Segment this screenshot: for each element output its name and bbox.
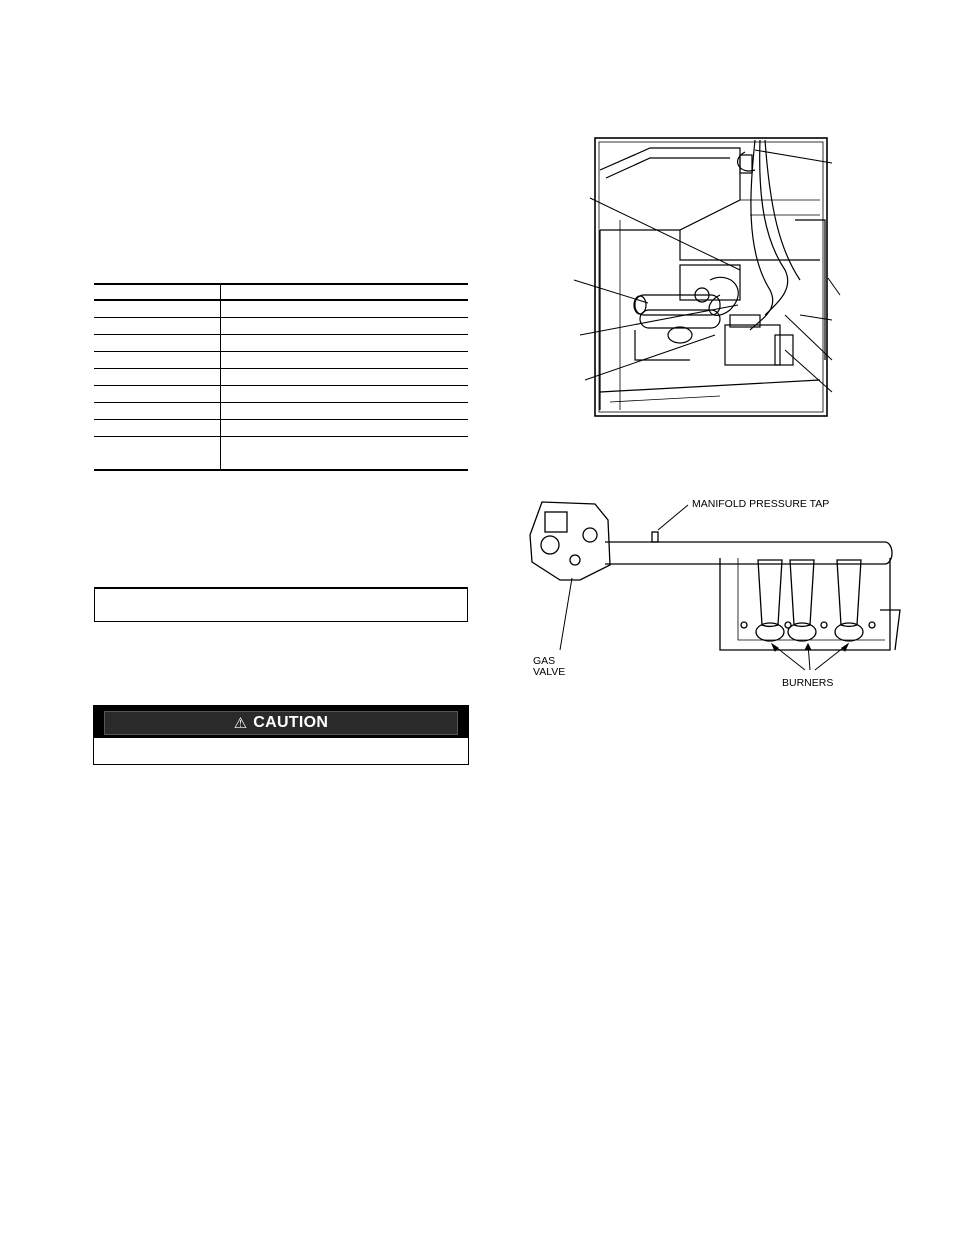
burner-1	[758, 560, 782, 626]
warning-triangle-icon: ⚠	[233, 714, 248, 732]
cabinet-top-panel	[600, 148, 740, 230]
note-box-top-rule	[94, 587, 468, 589]
arrow-head	[805, 644, 811, 650]
manifold-pressure-tap-label: MANIFOLD PRESSURE TAP	[692, 498, 830, 510]
wire-harness-2	[760, 140, 788, 315]
table-header-rule	[94, 299, 468, 301]
table-row	[94, 368, 468, 369]
gas-valve-block	[725, 325, 780, 365]
table-row	[94, 385, 468, 386]
leader-line	[585, 335, 715, 380]
leader-line	[560, 578, 572, 650]
tray-screw	[785, 622, 791, 628]
pipe-elbow	[668, 327, 692, 343]
wire-harness-3	[765, 140, 800, 280]
gas-pipe	[635, 330, 690, 360]
gas-valve-port	[570, 555, 580, 565]
burner-tray	[720, 558, 890, 650]
caution-banner	[94, 706, 468, 738]
burner-3-port	[835, 623, 863, 641]
table-column-divider	[220, 283, 221, 471]
table-row	[94, 402, 468, 403]
gas-valve-label-line2: VALVE	[533, 666, 566, 678]
burner-assembly-figure	[520, 490, 920, 700]
caution-title: CAUTION	[253, 714, 329, 731]
cabinet-shelf	[680, 230, 820, 260]
pressure-tap	[652, 532, 658, 542]
leader-line	[590, 198, 740, 270]
burner-2	[790, 560, 814, 626]
burner-tube	[640, 310, 720, 328]
tray-screw	[821, 622, 827, 628]
leader-line	[658, 505, 688, 530]
note-box	[94, 587, 468, 622]
gas-valve-regulator	[583, 528, 597, 542]
table-row	[94, 436, 468, 437]
table-top-rule	[94, 283, 468, 285]
figure-inner-frame	[599, 142, 823, 412]
leader-line	[574, 280, 648, 303]
gas-valve-solenoid	[545, 512, 567, 532]
leader-line	[828, 278, 840, 295]
figure-frame	[595, 138, 827, 416]
table-row	[94, 334, 468, 335]
tray-screw	[741, 622, 747, 628]
spec-table	[94, 283, 468, 471]
burners-label: BURNERS	[782, 677, 834, 689]
manifold-tube	[635, 295, 720, 315]
floor-line-2	[610, 396, 720, 402]
table-row	[94, 317, 468, 318]
caution-box	[93, 705, 469, 765]
table-bottom-rule	[94, 469, 468, 471]
floor-line	[600, 380, 820, 392]
burner-3	[837, 560, 861, 626]
burner-2-port	[788, 623, 816, 641]
tray-screw	[869, 622, 875, 628]
table-row	[94, 419, 468, 420]
gas-valve-label-line1: GAS	[533, 655, 556, 667]
table-row	[94, 351, 468, 352]
furnace-interior-figure	[570, 130, 850, 430]
caution-banner-inner	[104, 711, 458, 735]
manifold-pipe	[605, 542, 892, 564]
gas-valve-knob	[775, 335, 793, 365]
burner-1-port	[756, 623, 784, 641]
cabinet-flange	[606, 158, 730, 178]
gas-valve-knob	[541, 536, 559, 554]
